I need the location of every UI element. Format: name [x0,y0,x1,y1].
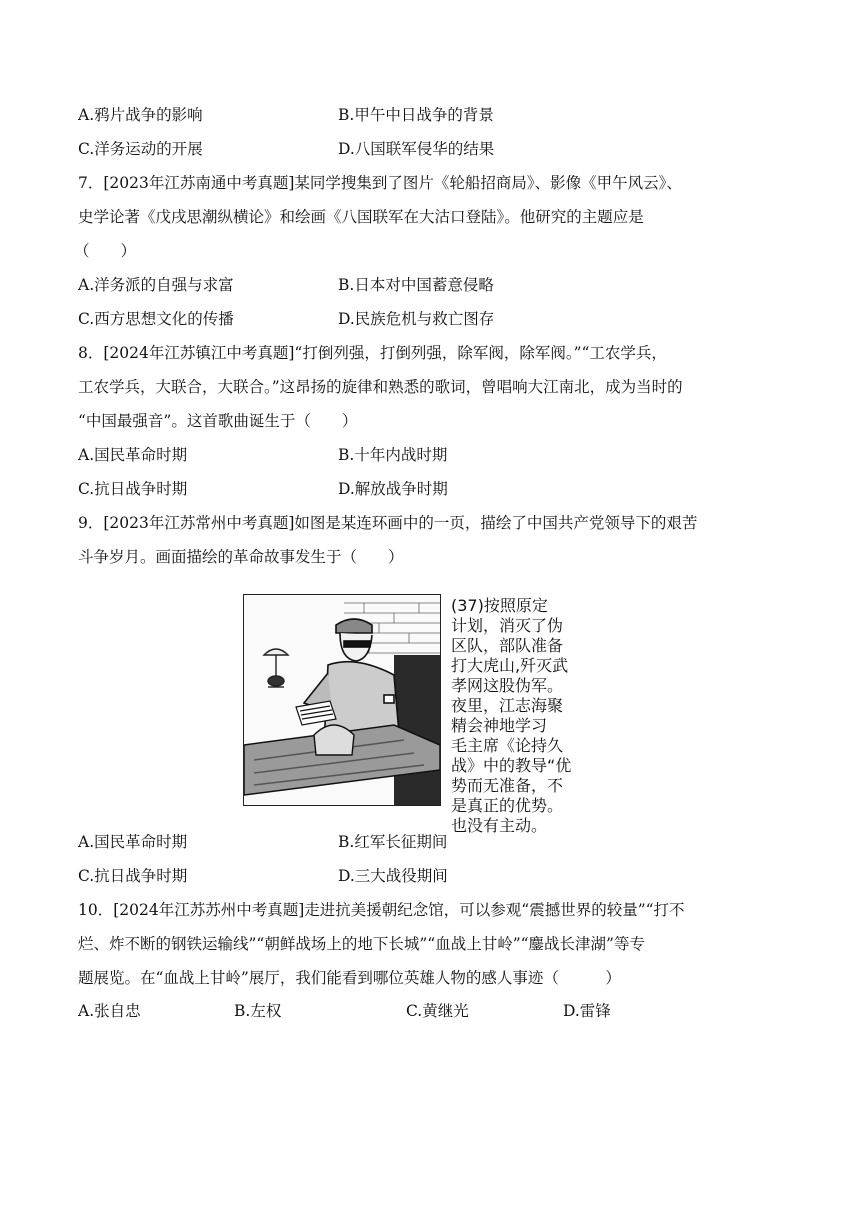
q7-option-a: A.洋务派的自强与求富 [78,276,234,294]
q10-option-d: D.雷锋 [563,1002,611,1020]
q8-option-b: B.十年内战时期 [338,446,448,464]
q9-option-c: C.抗日战争时期 [78,867,188,885]
q8-stem-line2: 工农学兵，大联合，大联合。”这昂扬的旋律和熟悉的歌词，曾唱响大江南北，成为当时的 [78,378,683,396]
q8-option-d: D.解放战争时期 [338,480,448,498]
comic-illustration [243,594,441,806]
q8-stem-line3: “中国最强音”。这首歌曲诞生于（ ） [78,412,358,430]
q9-option-d: D.三大战役期间 [338,867,448,885]
q10-option-b: B.左权 [234,1002,282,1020]
q9-option-a: A.国民革命时期 [78,833,188,851]
q9-stem-line1: 9．[2023年江苏常州中考真题]如图是某连环画中的一页，描绘了中国共产党领导下的艰苦 [78,514,698,532]
comic-caption: (37)按照原定 计划，消灭了伪 区队，部队准备 打大虎山,歼灭武 孝网这股伪军。 夜里，江志海聚 精会神地学习 毛主席《论持久 战》中的教导“优 势而无准备，不 是真正的优势。 也没有主动。 [451,596,572,835]
q6-option-b: B.甲午中日战争的背景 [338,106,494,124]
q6-option-c: C.洋务运动的开展 [78,140,203,158]
q7-stem-line2: 史学论著《戊戌思潮纵横论》和绘画《八国联军在大沽口登陆》。他研究的主题应是 [78,208,644,226]
q8-option-c: C.抗日战争时期 [78,480,188,498]
comic-figure [243,594,615,835]
q10-stem-line3: 题展览。在“血战上甘岭”展厅，我们能看到哪位英雄人物的感人事迹（ ） [78,969,621,987]
q10-option-a: A.张自忠 [78,1002,141,1020]
q8-option-a: A.国民革命时期 [78,446,188,464]
q9-stem-line2: 斗争岁月。画面描绘的革命故事发生于（ ） [78,548,404,566]
q6-option-d: D.八国联军侵华的结果 [338,140,495,158]
q7-answer-blank: （ ） [74,242,137,260]
q7-option-b: B.日本对中国蓄意侵略 [338,276,494,294]
q7-option-c: C.西方思想文化的传播 [78,310,234,328]
q7-option-d: D.民族危机与救亡图存 [338,310,495,328]
q10-option-c: C.黄继光 [406,1002,469,1020]
soldier-reading-drawing [244,595,440,805]
q6-option-a: A.鸦片战争的影响 [78,106,203,124]
q9-option-b: B.红军长征期间 [338,833,448,851]
q10-stem-line2: 烂、炸不断的钢铁运输线”“朝鲜战场上的地下长城”“血战上甘岭”“鏖战长津湖”等专 [78,935,645,953]
q8-stem-line1: 8．[2024年江苏镇江中考真题]“打倒列强，打倒列强，除军阀，除军阀。”“工农学兵， [78,344,667,362]
q10-stem-line1: 10．[2024年江苏苏州中考真题]走进抗美援朝纪念馆，可以参观“震撼世界的较量”“打不 [78,901,685,919]
q7-stem-line1: 7．[2023年江苏南通中考真题]某同学搜集到了图片《轮船招商局》、影像《甲午风云》、 [78,174,682,192]
